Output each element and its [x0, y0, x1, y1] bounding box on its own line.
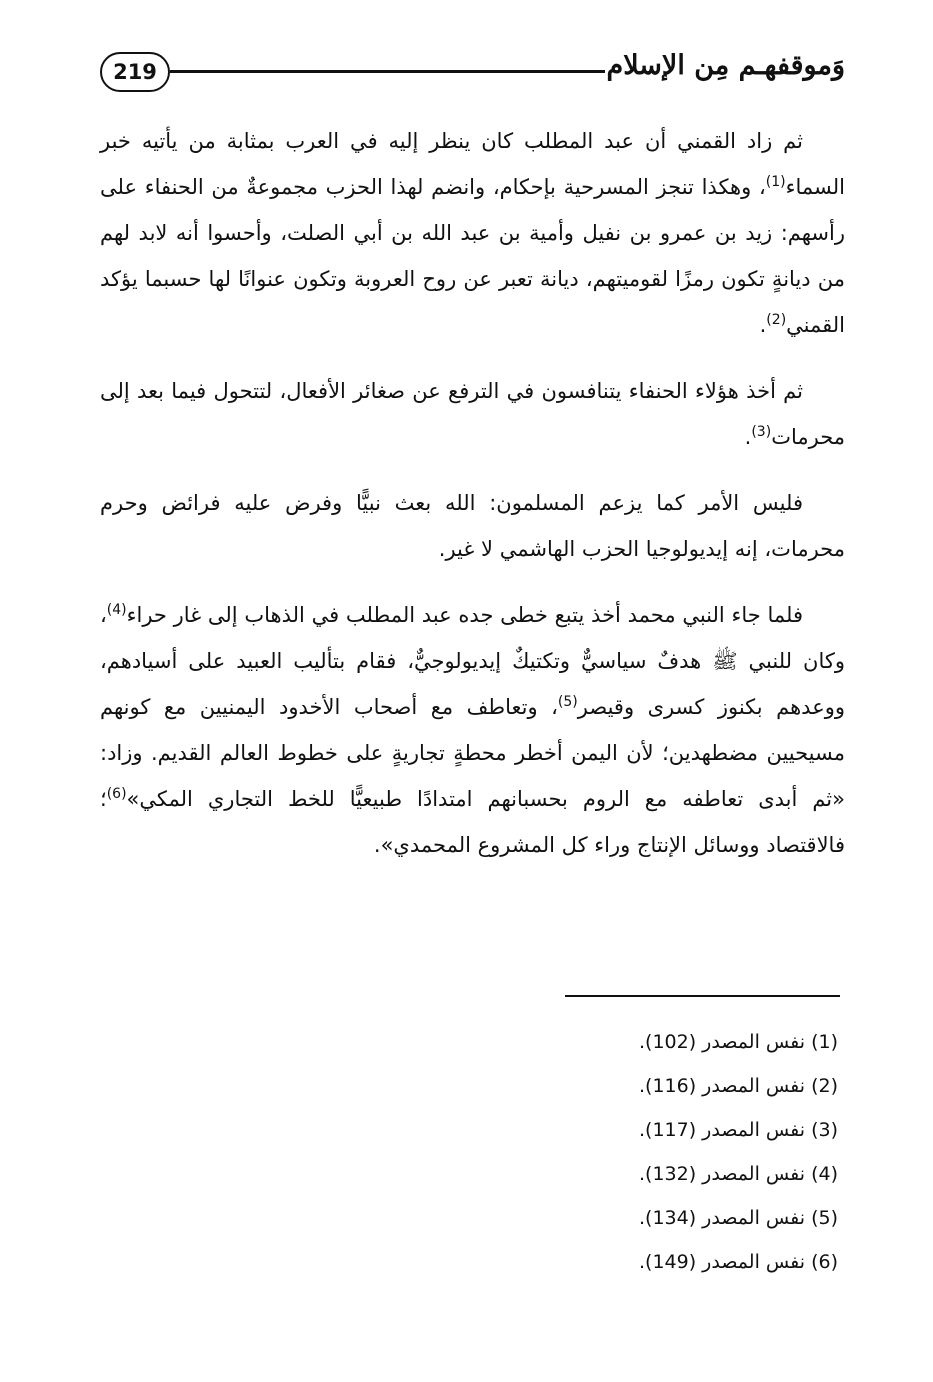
text-segment: ، وتعاطف مع أصحاب الأخدود اليمنيين مع كونهم مسيحيين مضطهدين؛ لأن اليمن أخطر محطةٍ تجاريةٍ على خطوط العالم القديم. وزاد: «ثم أبدى تعاطفه مع الروم بحسبانهم امتدادًا طبيعيًّا للخط التجاري المكي» — [100, 695, 845, 811]
footnote-item: (5) نفس المصدر (134). — [639, 1207, 838, 1229]
text-segment: فلما جاء النبي محمد أخذ يتبع خطى جده عبد المطلب في الذهاب إلى غار حراء — [126, 603, 803, 627]
footnote-item: (6) نفس المصدر (149). — [639, 1251, 838, 1273]
footnote-item: (4) نفس المصدر (132). — [639, 1163, 838, 1185]
running-title: وَموقفهـم مِن الإسلام — [606, 50, 845, 81]
body-text — [100, 118, 845, 888]
text-segment: فليس الأمر كما يزعم المسلمون: الله بعث نبيًّا وفرض عليه فرائض وحرم محرمات، إنه إيديولوجيا الحزب الهاشمي لا غير. — [100, 491, 845, 561]
footnote-item: (3) نفس المصدر (117). — [639, 1119, 838, 1141]
footnote-ref: (2) — [766, 312, 787, 328]
header-rule — [170, 70, 605, 73]
text-segment: ، وهكذا تنجز المسرحية بإحكام، وانضم لهذا الحزب مجموعةٌ من الحنفاء على رأسهم: زيد بن عمرو بن نفيل وأمية بن عبد الله بن أبي الصلت، وأحسوا أنه لابد لهم من ديانةٍ تكون رمزًا لقوميتهم، ديانة تعبر عن روح العروبة وتكون عنوانًا لها حسبما يؤكد القمني — [100, 175, 845, 337]
footnote-item: (1) نفس المصدر (102). — [639, 1031, 838, 1053]
text-segment: . — [744, 425, 752, 449]
footnote-separator — [565, 995, 840, 997]
paragraph — [100, 118, 845, 348]
text-segment: . — [759, 313, 767, 337]
footnote-ref: (3) — [751, 424, 772, 440]
footnote-ref: (5) — [557, 694, 578, 710]
text-segment: ؛ فالاقتصاد ووسائل الإنتاج وراء كل المشروع المحمدي». — [100, 787, 845, 857]
text-segment: ثم أخذ هؤلاء الحنفاء يتنافسون في الترفع عن صغائر الأفعال، لتتحول فيما بعد إلى محرمات — [100, 379, 845, 449]
paragraph — [100, 368, 845, 460]
paragraph — [100, 480, 845, 572]
footnote-ref: (1) — [765, 174, 786, 190]
page-number: 219 — [100, 52, 170, 92]
paragraph — [100, 592, 845, 868]
text-segment: ثم زاد القمني أن عبد المطلب كان ينظر إليه في العرب بمثابة من يأتيه خبر السماء — [100, 129, 845, 199]
page-header — [100, 50, 845, 98]
footnote-item: (2) نفس المصدر (116). — [639, 1075, 838, 1097]
footnotes — [438, 1020, 838, 1284]
text-segment: ، وكان للنبي ﷺ هدفٌ سياسيٌّ وتكتيكٌ إيديولوجيٌّ، فقام بتأليب العبيد على أسيادهم، ووعدهم بكنوز كسرى وقيصر — [100, 603, 846, 719]
footnote-ref: (4) — [106, 602, 127, 618]
footnote-ref: (6) — [106, 786, 127, 802]
